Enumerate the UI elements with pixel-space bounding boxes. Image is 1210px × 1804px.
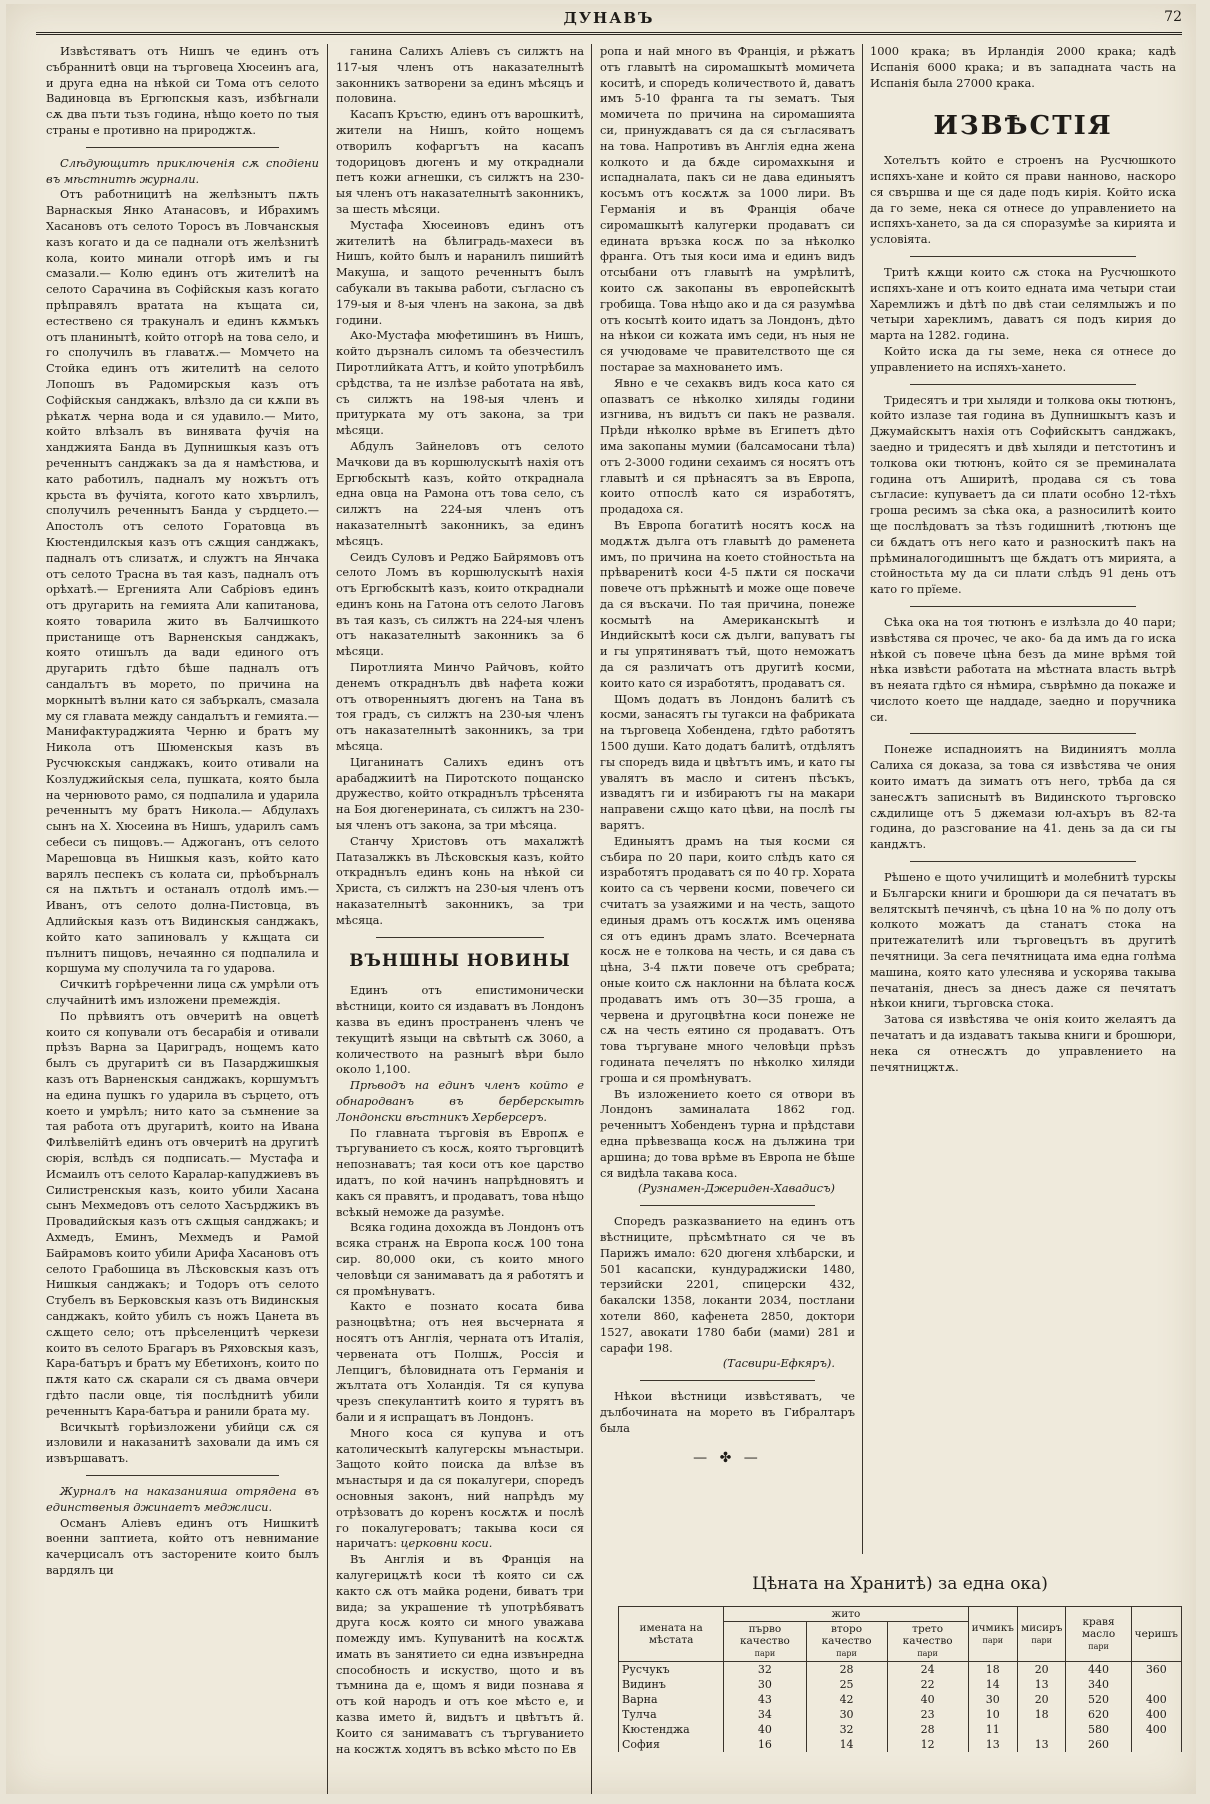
article-paragraph: Щомъ додатъ въ Лондонъ балитѣ съ косми, занасятъ гы тугакси на фабриката на търговеца Хобендена, гдѣто работятъ 1500 души. Като додатъ балитѣ, отдѣлятъ гы споредъ вида и цвѣтътъ имъ, и като гы увалятъ въ масло и ситенъ пѣсъкъ, извадятъ ги и избираютъ гы на макари направени сѫщо като цѣви, на послѣ гы варятъ. [600, 691, 855, 833]
col-header-label: първо качество [739, 1623, 790, 1647]
article-paragraph: Единъ отъ епистимонически вѣстници, които ся издаватъ въ Лондонъ казва въ единъ пространенъ членъ че текущитѣ языци на свѣтытѣ сѫ 3060, а количеството на разныгѣ вѣри было около 1,100. [336, 983, 584, 1077]
column-4 [870, 44, 1176, 1544]
section-heading-foreign-news: ВЪНШНЫ НОВИНЫ [349, 950, 571, 971]
section-note: Прѣводъ на единъ членъ който е обнародванъ въ берберскытѣ Лондонски вѣстникъ Херберсеръ. [336, 1078, 584, 1124]
article-paragraph: Ако-Мустафа мюфетишинъ въ Нишъ, който дързналъ силомъ та обезчестилъ Пиротлийката Аттъ, и който употрѣбилъ срѣдства, та не излѣзе работата на явѣ, съ силжтъ на 198-ыя членъ и притурката му отъ закона, за три мѣсяци. [336, 328, 584, 438]
price-cell: 13 [1017, 1677, 1065, 1692]
table-row [619, 1677, 1182, 1692]
price-cell: 23 [887, 1707, 968, 1722]
article-paragraph: ропа и най много въ Франція, и рѣжатъ отъ главытѣ на сиромашкытѣ момичета коситѣ, и споредъ количеството й, даватъ имъ 5-10 франга та гы зематъ. Тыя момичета по причина на сиромашията си, принуждаватъ ся да ся съгласяватъ на това. Напротивъ въ Англія една жена колкото и да бѫде сиромахкыня и испадналата, пакъ си не дава единыятъ косъмъ отъ косѫтѫ за 1000 лири. Въ Германія и въ Франція обаче сиромашкытѣ калугерки продаватъ си едината връзка косѫ по за нѣколко франга. Отъ тыя коси има и единъ видъ отсыбани отъ главытѣ на умрѣлитѣ, които сѫ закопаны въ европейскытѣ гробища. Това нѣщо ако и да ся разумѣва отъ косытѣ които идатъ за Лондонъ, дѣто на нѣкои си кожата имъ седи, нъ ныя не ся учюдоваме че правителството ще ся постарае за махноването имъ. [600, 44, 855, 374]
text-run-italic: церковни коси. [400, 1536, 493, 1551]
price-cell: 14 [806, 1737, 887, 1752]
unit-label: пари [917, 1649, 938, 1658]
article-paragraph: По прѣвиятъ отъ овчеритѣ на овцетѣ които ся копували отъ бесарабія и отивали прѣзъ Варна за Цариградъ, нощемъ като былъ съ другаритѣ си въ Пазарджишкыя казъ отъ Варненскыя санджакъ, коршумътъ на едина пушкъ го ударила въ сърцето, отъ което и умрѣлъ; нито като за съмнение за тая работа отъ другаритѣ, които на Ивана Филѣвелійтѣ единъ отъ овчеритѣ на другитѣ сюрія, вслѣдъ ся подписать.— Мустафа и Исмаилъ отъ селото Каралар-капуджиевъ въ Силистренскыя казъ, които убили Хасана сынъ Мехмедовъ отъ селото Хасърджикъ въ Провадийскыя казъ отъ сѫщыя санджакъ; и Ахмедъ, Еминъ, Мехмедъ и Рамой Байрамовъ които убили Арифа Хасановъ отъ селото Грабошица въ Лѣсковскыя казъ отъ Нишкыя санджакъ; и Тодоръ отъ селото Стубелъ въ Берковскыя казъ отъ Видинскыя санджакъ, който убилъ съ ножъ Цанета въ сѫщето село; отъ прѣселенцитѣ черкези които въ селото Брагаръ въ Ряховскыя казъ, Кара-батъръ и братъ му Ебетихонъ, които по пѫтя като сѫ скарали ся съ двама овчери гдѣто пасли овце, тія послѣднитѣ убили реченнытъ Кара-батъра и ранили брата му. [46, 1008, 319, 1418]
column-rule [862, 44, 863, 1554]
price-cell: 13 [968, 1737, 1017, 1752]
col-header-pepper [1131, 1607, 1181, 1662]
col-header-label: мисиръ [1020, 1621, 1063, 1634]
section-heading-announcements: ИЗВѢСТІЯ [933, 111, 1113, 142]
prices-body [619, 1662, 1182, 1753]
article-paragraph: Понеже испадноиятъ на Видиниятъ молла Салиха ся доказа, за това ся извѣстява че ония които иматъ да зиматъ отъ него, трѣба да ся занесѫтъ записнытѣ въ Видинското търговско сѫдилище отъ 5 джемази юл-ахъръ въ 82-та година, до разсгование на 41. день за да си гы кандѫтъ. [870, 742, 1176, 852]
unit-label: пари [836, 1649, 857, 1658]
article-paragraph: Станчу Христовъ отъ махалжтѣ Патазалжкъ въ Лѣсковскыя казъ, който откраднълъ единъ конь на нѣкой си Христа, съ силжтъ на 230-ыя членъ отъ наказателнытѣ законникъ, за три мѣсяца. [336, 833, 584, 927]
col-header-places: имената на мѣстата [619, 1607, 724, 1662]
price-cell: 22 [887, 1677, 968, 1692]
place-name-cell: Варна [619, 1692, 724, 1707]
col-header-barley [968, 1607, 1017, 1662]
article-paragraph: Пиротлията Минчо Райчовъ, който денемъ откраднълъ двѣ нафета кожи отъ отворенныятъ дюгенъ на Тана въ тоя градъ, съ силжтъ на 230-ыя членъ отъ наказателнытѣ законникъ, за три мѣсяца. [336, 660, 584, 754]
price-cell: 20 [1017, 1662, 1065, 1678]
separator [910, 606, 1136, 607]
article-paragraph: Касапъ Кръстю, единъ отъ варошкитѣ, жители на Нишъ, който нощемъ отворилъ кофаргътъ на касапъ тодорицовъ дюгенъ и му откраднали петъ кожи агнешки, съ силжтъ на 230-ыя членъ отъ наказателнытѣ законникъ, за шесть мѣсяци. [336, 107, 584, 216]
price-cell: 24 [887, 1662, 968, 1678]
article-paragraph: Въ Англія и въ Франція на калугерицѫтѣ коси тѣ която си сѫ както сѫ отъ майка родени, биватъ три вида; за украшение тѣ употрѣбяватъ друга косѫ която си много уважава помежду имъ. Купуванитѣ на косѫтѫ имать въ занятието си една извънредна способность и искуство, щото и въ тъмнина да е, щомъ я види познава я отъ кой народъ и отъ кое мѣсто е, и казва името й, видътъ и цвѣтътъ й. Които ся занимаватъ съ търгуванието на косжтѫ ходятъ въ всѣко мѣсто по Ев [336, 1552, 584, 1756]
article-paragraph: 1000 крака; въ Ирландія 2000 крака; кадѣ Испанія 6000 крака; и въ западната часть на Испанія была 27000 крака. [870, 44, 1176, 90]
article-paragraph: Явно е че сехаквъ видъ коса като ся опазватъ се нѣколко хиляды години изгнива, нъ видътъ си пакъ не разваля. Прѣди нѣколко врѣме въ Египетъ дѣто има закопаны мумии (балсамосани тѣла) отъ 2-3000 години сехаимъ ся носятъ отъ главытѣ и ся прѣнасятъ за въ Европа, които отпослѣ като ся изработятъ, продадоха ся. [600, 375, 855, 517]
article-paragraph: Абдулъ Зайнеловъ отъ селото Мачкови да въ коршюлускытѣ нахія отъ Ергюбскытѣ казъ, който откраднала една овца на Рамона отъ това село, съ силжтъ на 224-ыя членъ отъ наказателнытѣ законникъ, за единъ мѣсяцъ. [336, 438, 584, 548]
section-note: Слѣдующитѣ приключенія сѫ сподіени въ мѣстнитѣ журнали. [46, 155, 319, 186]
price-cell: 16 [724, 1737, 806, 1752]
price-cell: 32 [724, 1662, 806, 1678]
price-cell: 20 [1017, 1692, 1065, 1707]
separator [910, 733, 1136, 734]
price-cell: 620 [1066, 1707, 1131, 1722]
article-paragraph: ганина Салихъ Аліевъ съ силжтъ на 117-ыя членъ отъ наказателнытѣ законникъ затворени за единъ мѣсяцъ и половина. [336, 44, 584, 106]
article-paragraph: Както е познато косата бива разноцвѣтна; отъ нея вьсчерната я носятъ отъ Англія, черната отъ Италія, червената отъ Полшѫ, Россія и Лепцигъ, бѣловидната отъ Германія и жълтата отъ Холандія. Тя ся купува чрезъ спекулантитѣ които я турятъ въ бали и я испращатъ въ Лондонъ. [336, 1299, 584, 1424]
unit-label: пари [982, 1635, 1004, 1645]
source-citation: (Рузнамен-Джериден-Хавадисъ) [638, 1181, 835, 1196]
table-row [619, 1692, 1182, 1707]
newspaper-page [6, 4, 1196, 1794]
article-paragraph: Споредъ разказванието на единъ отъ вѣстниците, прѣсмѣтнато ся че въ Парижъ имало: 620 дюгеня хлѣбарски, и 501 касапски, кундураджиски 1480, терзийски 2201, спицерски 432, бакалски 1358, локанти 2034, постлани хотели 860, кафенета 2850, доктори 1527, авокати 1780 баби (мами) 281 и сарафи 198. [600, 1214, 855, 1355]
separator [640, 1380, 815, 1381]
col-header-quality-1 [724, 1622, 806, 1662]
price-cell: 28 [887, 1722, 968, 1737]
col-header-butter [1066, 1607, 1131, 1662]
price-cell: 40 [724, 1722, 806, 1737]
article-paragraph: Всичкытѣ горѣизложени убийци сѫ ся изловили и наказанитѣ заховали да имъ ся извършаватъ. [46, 1419, 319, 1466]
table-row [619, 1707, 1182, 1722]
column-rule [591, 44, 592, 1794]
price-cell: 520 [1066, 1692, 1131, 1707]
place-name-cell: Кюстенджа [619, 1722, 724, 1737]
price-cell: 400 [1131, 1722, 1181, 1737]
price-cell: 400 [1131, 1707, 1181, 1722]
price-cell: 25 [806, 1677, 887, 1692]
article-paragraph: Османъ Аліевъ единъ отъ Нишкитѣ военни заптиета, който отъ невнимание качерцисалъ отъ засторените които былъ вардялъ ци [46, 1515, 319, 1577]
grain-prices-section [618, 1564, 1182, 1786]
article-paragraph: Извѣстяватъ отъ Нишъ че единъ отъ събраннитѣ овци на търговеца Хюсеинъ ага, и друга една на нѣкой си Тома отъ селото Вадиновца въ Ергюпскыя казъ, избѣгнали сѫ два пъти тьзъ година, нѣщо което по тыя страны е противно на природжтѫ. [46, 44, 319, 137]
price-cell: 28 [806, 1662, 887, 1678]
article-paragraph: Тридесятъ и три хыляди и толкова окы тютюнъ, който излазе тая година въ Дупнишкытъ казъ и Джумайскытъ нахія отъ Софийскытъ санджакъ, заедно и тридесятъ и двѣ хыляди и петстотинъ и толкова оки тютюнъ, който ся зе преминалата година отъ Аширитѣ, продава ся съ това съгласие: купуваетъ да си плати особно 12-тѣхъ гроша ресимъ за сѣка ока, а разносилитѣ които ще послѣдоватъ за тѣзъ годишнитѣ ,тютюнъ ще си бѫдатъ отъ него като и разноскитѣ пакъ на прѣминалогодишнытъ ще бѫдатъ отъ мирията, а стойностьта му да си плати слѣдъ 91 день отъ като го прїеме. [870, 392, 1176, 597]
article-paragraph: Мустафа Хюсеиновъ единъ отъ жителитѣ на бѣлиградь-махеси въ Нишъ, който былъ и наранилъ пишийтѣ Макуша, и защото реченнытъ былъ сабукали въ такыва работи, съгласно съ 179-ыя и 8-ыя членъ на закона, за двѣ години. [336, 217, 584, 327]
newspaper-title: ДУНАВЪ [563, 9, 655, 27]
article-paragraph: Отъ работницитѣ на желѣзнытъ пѫть Варнаскыя Янко Атанасовъ, и Ибрахимъ Хасановъ отъ селото Торосъ въ Ловчанскыя казъ когато и да се паднали отъ желѣзнитѣ кола, които минали отгорѣ имъ и гы смазали.— Колю единъ отъ жителитѣ на селото Сарачина въ Софійскыя казъ когато прѣправялъ вратата на къщата си, естествено ся тракуналъ и единъ кѫмъкъ отъ планинытѣ, който отгорѣ на това село, и го сполучилъ въ главатѫ.— Момчето на Стойка единъ отъ жителитѣ на селото Лопошъ въ Радомирскыя казъ отъ Софійскыя санджакъ, влѣзло да си кѫпи въ рѣкатѫ черна вода и ся удавило.— Мито, който влѣзалъ въ винявата фучія на ханджията Банда въ Дупнишкыя казъ отъ реченнытъ санджакъ за да я намѣстюва, и като работилъ, падналъ му ножътъ отъ крьста въ фучіята, когото като хвърлилъ, сполучилъ реченнытъ Банда у сърдцето.— Апостолъ отъ селото Горатовца въ Кюстендилскыя казъ отъ сѫщия санджакъ, падналъ отъ слизатѫ, и служтъ на Янчака отъ селото Трасна въ тая казъ, падналъ отъ орѣхатѣ.— Ергенията Али Сабріовъ единъ отъ другарить на гемията Али капитанова, която товарила жито въ Балчишкото пристанище отъ Варненскыя санджакъ, която отишълъ да вади единого отъ другарить гдѣто бѣше падналъ отъ сандалътъ въ морето, по причина на моркнытѣ вълни като ся забъркалъ, смазала му ся главата между сандалътъ и гемията.— Манифактураджията Черню и братъ му Никола отъ Шюменскыя казъ въ Русчюкскыя санджакъ, които отивали на Козлуджийскыя села, пушката, която была на чернювото рамо, ся подпалила и ударила реченнытъ му братъ Никола.— Абдулахъ сынъ на Х. Хюсеина въ Нишъ, ударилъ самъ себеси съ пищовъ.— Аджоганъ, отъ селото Марешовца въ Нишкыя казъ, който като варялъ песпекъ съ колата си, прѣобърналъ ся на пѫтьтъ и останалъ отдолѣ имъ.— Иванъ, отъ селото долна-Пистовца, въ Адлийскыя казъ отъ Видинскыя санджакъ, който като запиновалъ у кѫщата си пълнитъ пищовъ, нечаянно ся подпалила и коршума му сполучила та го ударова. [46, 187, 319, 976]
price-cell [1017, 1722, 1065, 1737]
column-rule [327, 44, 328, 1794]
table-row [619, 1662, 1182, 1678]
column-2 [336, 44, 584, 1794]
place-name-cell: Тулча [619, 1707, 724, 1722]
article-paragraph: Тритѣ кѫщи които сѫ стока на Русчюшкото испяхъ-хане и отъ които едната има четыри стаи Харемлижъ и дѣтѣ по двѣ стаи селямлыжъ и по четыри хареклимъ, даватъ ся подъ кирия до марта на 1282. година. [870, 264, 1176, 343]
article-paragraph: Затова ся извѣстява че онія които желаятъ да печататъ и да издаватъ такыва книги и брошюри, нека ся отнесѫтъ до управлението на печятницжтѫ. [870, 1012, 1176, 1074]
price-cell: 18 [968, 1662, 1017, 1678]
price-cell: 260 [1066, 1737, 1131, 1752]
price-cell: 43 [724, 1692, 806, 1707]
article-paragraph [336, 1426, 584, 1552]
col-header-quality-2 [806, 1622, 887, 1662]
price-cell [1131, 1677, 1181, 1692]
price-cell: 32 [806, 1722, 887, 1737]
article-paragraph: Въ Европа богатитѣ носятъ косѫ на модѫтѫ дълга отъ главытѣ до раменета имъ, по причина на което стойностьта на прѣваренитѣ коси 4-5 пѫти ся поскачи повече отъ прѣжнытѣ и може още повече да ся въскачи. По тая причина, понеже космытѣ на Американскытѣ и Индийскытѣ коси сѫ дълги, вапуватъ гы и гы упрятиняватъ тъй, щото неможатъ да ся различатъ отъ другитѣ косми, които като ся изработятъ, продаватъ ся. [600, 517, 855, 690]
section-note: Журналъ на наказанияша отрядена въ единственыя джинаетъ меджлиси. [46, 1483, 319, 1514]
price-cell: 34 [724, 1707, 806, 1722]
price-cell: 14 [968, 1677, 1017, 1692]
separator [910, 256, 1136, 257]
col-header-label: черишъ [1134, 1628, 1178, 1640]
article-paragraph: Всяка година дохожда въ Лондонъ отъ всяка странѫ на Европа косѫ 100 тона сир. 80,000 оки, съ които много человѣци ся занимаватъ да я работятъ и ся промѣнуватъ. [336, 1220, 584, 1298]
price-cell: 360 [1131, 1662, 1181, 1678]
price-cell: 12 [887, 1737, 968, 1752]
price-cell: 340 [1066, 1677, 1131, 1692]
unit-label: пари [1031, 1635, 1052, 1645]
price-cell: 13 [1017, 1737, 1065, 1752]
article-paragraph: Въ изложението което ся отвори въ Лондонъ заминалата 1862 год. реченнытъ Хобенденъ турна и прѣдстави една прѣвезваща косѫ на дължина три аршина; до това врѣме въ Европа не бѣше ся видѣла такава коса. [600, 1086, 855, 1180]
separator [910, 861, 1136, 862]
price-cell: 30 [806, 1707, 887, 1722]
article-paragraph: По главната търговія въ Европѫ е търгуванието съ косѫ, която търговцитѣ непознаватъ; тая коси отъ кое царство идатъ, по кой начинъ напрѣдновятъ и какъ ся правятъ, и продаватъ, това нѣщо всѣкый неможе да разумѣе. [336, 1125, 584, 1219]
article-paragraph: Рѣшено е щото училищитѣ и молебнитѣ турскы и Български книги и брошюри да ся печататъ въ велятскытѣ печянчѣ, съ цѣна 10 на % по долу отъ колкото можатъ да станатъ стока на притежателитѣ или търговецътъ въ другитѣ печятници. За сега печятницата има една голѣма машина, която като улеснява и ускорява такыва печатанія, днесъ за днесъ даже ся печятатъ нѣкои книги, търговска стока. [870, 870, 1176, 1011]
col-header-corn [1017, 1607, 1065, 1662]
price-cell: 11 [968, 1722, 1017, 1737]
ornament-divider: — ✤ — [693, 1449, 762, 1466]
col-header-label: второ качество [821, 1623, 872, 1647]
article-paragraph: Сѣка ока на тоя тютюнъ е излѣзла до 40 пари; извѣстява ся прочес, че ако- ба да имъ да го иска нѣкой съ повече цѣна безъ да мине врѣмя той нѣка извѣсти работата на мѣстната власть вьтрѣ въ неяата гдѣто ся нѣмира, съврѣмно да покаже и числото което ще наддаде, заедно и поручника си. [870, 614, 1176, 724]
price-cell [1131, 1737, 1181, 1752]
page-header [36, 6, 1182, 35]
place-name-cell: Видинъ [619, 1677, 724, 1692]
price-cell: 42 [806, 1692, 887, 1707]
article-paragraph: Нѣкои вѣстници извѣстяватъ, че дълбочината на морето въ Гибралтаръ была [600, 1389, 855, 1435]
article-paragraph: Хотелътъ който е строенъ на Русчюшкото испяхъ-хане и който ся прави нанново, наскоро ся свършва и ще ся даде подъ кирія. Който иска да го земе, нека ся отнесе до управлението на испяхъ-хането, за да ся споразумѣе за кирията и условіята. [870, 153, 1176, 247]
column-1 [46, 44, 319, 1794]
text-run: Много коса ся купува и отъ католическытѣ калугерскы мънастыри. Защото който поиска да влѣзе въ мънастыря и да ся покалугери, споредъ основныя законъ, ний напрѣдъ му отрѣзоватъ до коренъ косѫтѫ и послѣ го покалугероватъ; такыва коси ся наричатъ: [336, 1425, 584, 1551]
price-cell: 440 [1066, 1662, 1131, 1678]
article-paragraph: Циганинатъ Салихъ единъ отъ арабаджиитѣ на Пиротското пощанско дружество, който откраднълъ трѣсенята на Боя дюгенерината, съ силжтъ на 230-ыя членъ отъ закона, за три мѣсяца. [336, 754, 584, 833]
column-3 [600, 44, 855, 1554]
separator [86, 147, 279, 148]
col-header-quality-3 [887, 1622, 968, 1662]
grain-prices-table [618, 1606, 1182, 1752]
separator [640, 1205, 815, 1206]
col-header-wheat: жито [724, 1607, 968, 1622]
source-citation: (Тасвири-Ефкяръ). [722, 1356, 835, 1371]
prices-title: Цѣната на Хранитѣ) за една ока) [752, 1574, 1048, 1594]
col-header-label: ичмикъ [971, 1621, 1014, 1634]
page-number: 72 [1164, 9, 1182, 25]
article-paragraph: Който иска да гы земе, нека ся отнесе до управлението на испяхъ-хането. [870, 343, 1176, 374]
table-row [619, 1722, 1182, 1737]
separator [910, 384, 1136, 385]
unit-label: пари [754, 1649, 776, 1658]
separator [86, 1475, 279, 1476]
article-paragraph: Единыятъ драмъ на тыя косми ся събира по 20 пари, които слѣдъ като ся изработятъ продаватъ ся по 40 гр. Хората които са съ червени косми, повечего си считатъ за узаяжими и на честь, защото единыя драмъ отъ косѫтѫ имъ оценява ся отъ единъ драмъ злато. Всечерната косѫ не е толкова на честь, и ся дава съ цѣна, 3-4 пѫти повече отъ сребрата; оные които сѫ наклонни на бѣлата косѫ продаватъ имъ отъ 30—35 гроша, а червена и другоцвѣтна коси понеже не сѫ на честь еятино ся продаватъ. Отъ това търгуване много человѣци прѣзъ годината печелятъ по нѣколко хиляди гроша и ся промѣнуватъ. [600, 833, 855, 1085]
price-cell: 40 [887, 1692, 968, 1707]
unit-label: пари [1088, 1641, 1109, 1651]
price-cell: 30 [724, 1677, 806, 1692]
table-row [619, 1737, 1182, 1752]
place-name-cell: София [619, 1737, 724, 1752]
price-cell: 400 [1131, 1692, 1181, 1707]
price-cell: 30 [968, 1692, 1017, 1707]
col-header-label: трето качество [902, 1623, 953, 1647]
price-cell: 18 [1017, 1707, 1065, 1722]
col-header-label: кравя масло [1081, 1615, 1116, 1640]
article-paragraph: Сеидъ Суловъ и Реджо Байрямовъ отъ селото Ломъ въ коршюлускытѣ нахія отъ Ергюбскытѣ казъ, които откраднали единъ конь на Гатона отъ селото Лаговъ въ тая казъ, съ силжтъ на 224-ыя членъ отъ наказателнытѣ законникъ за 6 мѣсяци. [336, 549, 584, 659]
article-paragraph: Сичкитѣ горѣреченни лица сѫ умрѣли отъ случайнитѣ имъ изложени премеждія. [46, 977, 319, 1008]
separator [376, 937, 544, 938]
price-cell: 10 [968, 1707, 1017, 1722]
place-name-cell: Русчукъ [619, 1662, 724, 1678]
price-cell: 580 [1066, 1722, 1131, 1737]
